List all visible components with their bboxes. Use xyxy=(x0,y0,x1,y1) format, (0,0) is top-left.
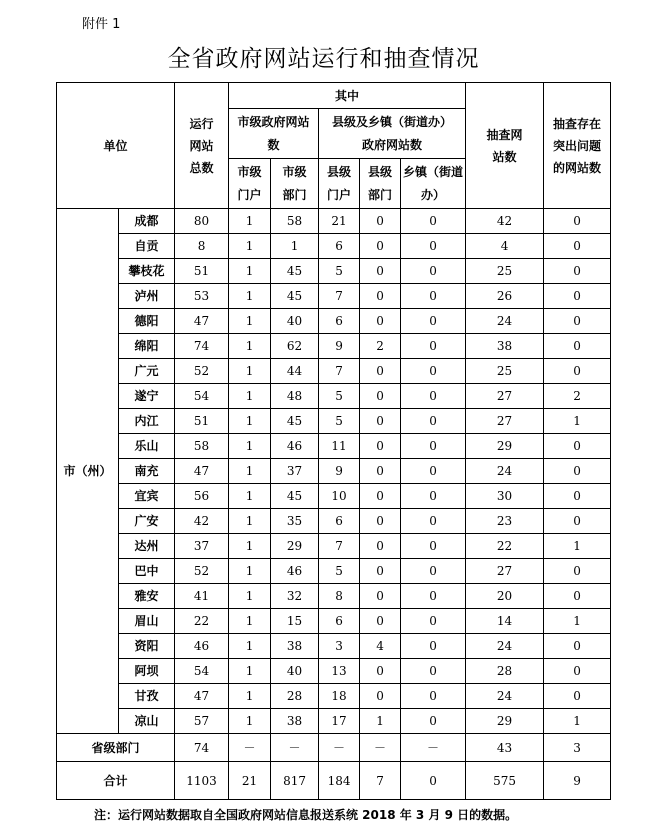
cell-county-dept: 0 xyxy=(360,209,401,234)
cell-town: 0 xyxy=(401,284,466,309)
cell-county-portal: 9 xyxy=(319,459,360,484)
attachment-label: 附件 1 xyxy=(82,17,121,32)
table-row xyxy=(57,434,611,459)
cell-problem: 0 xyxy=(544,309,611,334)
cell-county-dept: 0 xyxy=(360,434,401,459)
header-problem: 抽查存在突出问题的网站数 xyxy=(544,83,611,209)
cell-city-dept: 1 xyxy=(271,234,319,259)
cell-total: 51 xyxy=(175,409,229,434)
cell-sampled: 29 xyxy=(466,709,544,734)
city-name: 攀枝花 xyxy=(119,259,175,284)
cell-county-dept: 0 xyxy=(360,609,401,634)
cell-city-portal: 1 xyxy=(229,534,271,559)
city-name: 雅安 xyxy=(119,584,175,609)
cell-town: 0 xyxy=(401,762,466,800)
cell-sampled: 27 xyxy=(466,384,544,409)
cell-city-dept: 29 xyxy=(271,534,319,559)
cell-city-dept: 45 xyxy=(271,259,319,284)
cell-total: 22 xyxy=(175,609,229,634)
table-row xyxy=(57,509,611,534)
cell-sampled: 30 xyxy=(466,484,544,509)
cell-problem: 3 xyxy=(544,734,611,762)
cell-total: 54 xyxy=(175,384,229,409)
cell-problem: 0 xyxy=(544,259,611,284)
page-title: 全省政府网站运行和抽查情况 xyxy=(167,46,480,72)
cell-city-dept: 48 xyxy=(271,384,319,409)
cell-total: 53 xyxy=(175,284,229,309)
cell-problem: 0 xyxy=(544,559,611,584)
city-name: 南充 xyxy=(119,459,175,484)
cell-city-dept: 58 xyxy=(271,209,319,234)
cell-total: 42 xyxy=(175,509,229,534)
cell-town: 0 xyxy=(401,434,466,459)
cell-county-portal: 17 xyxy=(319,709,360,734)
table-row xyxy=(57,234,611,259)
cell-city-dept: 817 xyxy=(271,762,319,800)
cell-county-portal: 6 xyxy=(319,234,360,259)
cell-sampled: 22 xyxy=(466,534,544,559)
cell-city-portal: 1 xyxy=(229,259,271,284)
cell-city-portal: 1 xyxy=(229,609,271,634)
cell-town: 0 xyxy=(401,459,466,484)
cell-town: 0 xyxy=(401,309,466,334)
table-row xyxy=(57,709,611,734)
table-row xyxy=(57,659,611,684)
cell-county-portal: 10 xyxy=(319,484,360,509)
cell-county-dept: 0 xyxy=(360,309,401,334)
table-row xyxy=(57,484,611,509)
city-name: 巴中 xyxy=(119,559,175,584)
provincial-row xyxy=(57,734,611,762)
cell-county-portal: 7 xyxy=(319,284,360,309)
cell-county-dept: 0 xyxy=(360,384,401,409)
city-name: 成都 xyxy=(119,209,175,234)
cell-city-portal: 1 xyxy=(229,384,271,409)
cell-city-dept: 45 xyxy=(271,284,319,309)
cell-total: 52 xyxy=(175,559,229,584)
header-total-running: 运行网站总数 xyxy=(175,83,229,209)
city-name: 内江 xyxy=(119,409,175,434)
cell-total: 74 xyxy=(175,734,229,762)
cell-county-portal: 8 xyxy=(319,584,360,609)
cell-city-dept: 46 xyxy=(271,434,319,459)
cell-problem: 1 xyxy=(544,609,611,634)
cell-problem: 0 xyxy=(544,634,611,659)
cell-county-dept: 7 xyxy=(360,762,401,800)
cell-city-portal: 1 xyxy=(229,659,271,684)
cell-total: 47 xyxy=(175,684,229,709)
city-name: 泸州 xyxy=(119,284,175,309)
cell-city-portal: 1 xyxy=(229,234,271,259)
cell-total: 37 xyxy=(175,534,229,559)
cell-county-dept: 0 xyxy=(360,659,401,684)
cell-town: 0 xyxy=(401,559,466,584)
cell-county-dept: 0 xyxy=(360,459,401,484)
city-name: 宜宾 xyxy=(119,484,175,509)
header-unit: 单位 xyxy=(57,83,175,209)
cell-city-portal: － xyxy=(229,734,271,762)
cell-county-portal: 7 xyxy=(319,359,360,384)
cell-sampled: 27 xyxy=(466,409,544,434)
cell-city-portal: 1 xyxy=(229,684,271,709)
city-name: 乐山 xyxy=(119,434,175,459)
cell-sampled: 14 xyxy=(466,609,544,634)
cell-city-dept: 35 xyxy=(271,509,319,534)
group-label: 市（州） xyxy=(57,209,119,734)
table-row xyxy=(57,409,611,434)
cell-sampled: 42 xyxy=(466,209,544,234)
cell-county-dept: 0 xyxy=(360,234,401,259)
table-row xyxy=(57,309,611,334)
city-name: 眉山 xyxy=(119,609,175,634)
cell-problem: 2 xyxy=(544,384,611,409)
cell-city-portal: 1 xyxy=(229,459,271,484)
cell-county-portal: 3 xyxy=(319,634,360,659)
header-town: 乡镇（街道办） xyxy=(401,159,466,209)
cell-problem: 9 xyxy=(544,762,611,800)
header-city-portal: 市级门户 xyxy=(229,159,271,209)
cell-sampled: 43 xyxy=(466,734,544,762)
cell-county-dept: 0 xyxy=(360,359,401,384)
cell-problem: 0 xyxy=(544,459,611,484)
header-county-portal: 县级门户 xyxy=(319,159,360,209)
cell-town: 0 xyxy=(401,359,466,384)
table-row xyxy=(57,284,611,309)
city-name: 德阳 xyxy=(119,309,175,334)
cell-total: 52 xyxy=(175,359,229,384)
cell-problem: 1 xyxy=(544,534,611,559)
cell-city-dept: 45 xyxy=(271,484,319,509)
cell-total: 1103 xyxy=(175,762,229,800)
cell-county-portal: 5 xyxy=(319,559,360,584)
cell-sampled: 25 xyxy=(466,259,544,284)
cell-county-dept: 1 xyxy=(360,709,401,734)
cell-city-dept: 15 xyxy=(271,609,319,634)
cell-city-dept: 40 xyxy=(271,309,319,334)
table-row xyxy=(57,584,611,609)
header-county-dept: 县级部门 xyxy=(360,159,401,209)
city-name: 甘孜 xyxy=(119,684,175,709)
cell-county-portal: 18 xyxy=(319,684,360,709)
cell-city-dept: 38 xyxy=(271,709,319,734)
cell-city-dept: 38 xyxy=(271,634,319,659)
cell-county-portal: 184 xyxy=(319,762,360,800)
cell-town: 0 xyxy=(401,409,466,434)
cell-city-portal: 1 xyxy=(229,284,271,309)
cell-total: 56 xyxy=(175,484,229,509)
cell-town: 0 xyxy=(401,334,466,359)
table-row xyxy=(57,634,611,659)
cell-sampled: 38 xyxy=(466,334,544,359)
cell-county-portal: 6 xyxy=(319,609,360,634)
table-row xyxy=(57,209,611,234)
cell-county-portal: 21 xyxy=(319,209,360,234)
total-row-label: 合计 xyxy=(57,762,175,800)
cell-county-dept: 0 xyxy=(360,409,401,434)
table-row xyxy=(57,359,611,384)
city-name: 广安 xyxy=(119,509,175,534)
footnote: 注：运行网站数据取自全国政府网站信息报送系统 2018 年 3 月 9 日的数据。 xyxy=(94,808,518,822)
cell-sampled: 24 xyxy=(466,309,544,334)
cell-sampled: 24 xyxy=(466,634,544,659)
cell-total: 57 xyxy=(175,709,229,734)
header-city-dept: 市级部门 xyxy=(271,159,319,209)
cell-town: 0 xyxy=(401,534,466,559)
cell-county-portal: 13 xyxy=(319,659,360,684)
cell-city-dept: 44 xyxy=(271,359,319,384)
city-name: 遂宁 xyxy=(119,384,175,409)
cell-sampled: 4 xyxy=(466,234,544,259)
table-row xyxy=(57,334,611,359)
cell-town: 0 xyxy=(401,384,466,409)
table-row xyxy=(57,534,611,559)
cell-problem: 0 xyxy=(544,584,611,609)
website-stats-table xyxy=(56,82,611,800)
cell-total: 51 xyxy=(175,259,229,284)
cell-total: 54 xyxy=(175,659,229,684)
city-name: 广元 xyxy=(119,359,175,384)
cell-county-dept: 0 xyxy=(360,484,401,509)
table-row xyxy=(57,559,611,584)
cell-sampled: 28 xyxy=(466,659,544,684)
header-of-which: 其中 xyxy=(229,83,466,109)
cell-city-portal: 1 xyxy=(229,509,271,534)
cell-sampled: 29 xyxy=(466,434,544,459)
cell-total: 47 xyxy=(175,459,229,484)
cell-city-portal: 1 xyxy=(229,359,271,384)
cell-total: 41 xyxy=(175,584,229,609)
cell-total: 74 xyxy=(175,334,229,359)
cell-county-dept: － xyxy=(360,734,401,762)
cell-town: 0 xyxy=(401,634,466,659)
cell-problem: 0 xyxy=(544,234,611,259)
cell-town: － xyxy=(401,734,466,762)
table-row xyxy=(57,609,611,634)
cell-problem: 0 xyxy=(544,334,611,359)
cell-town: 0 xyxy=(401,234,466,259)
cell-city-portal: 1 xyxy=(229,209,271,234)
cell-sampled: 25 xyxy=(466,359,544,384)
cell-city-dept: 28 xyxy=(271,684,319,709)
total-row xyxy=(57,762,611,800)
cell-problem: 0 xyxy=(544,359,611,384)
cell-problem: 1 xyxy=(544,709,611,734)
cell-problem: 0 xyxy=(544,284,611,309)
city-name: 绵阳 xyxy=(119,334,175,359)
cell-town: 0 xyxy=(401,659,466,684)
cell-county-dept: 0 xyxy=(360,284,401,309)
cell-county-dept: 0 xyxy=(360,684,401,709)
header-county-town-sites: 县级及乡镇（街道办）政府网站数 xyxy=(319,109,466,159)
cell-total: 8 xyxy=(175,234,229,259)
table-row xyxy=(57,459,611,484)
cell-county-portal: 5 xyxy=(319,384,360,409)
cell-city-portal: 1 xyxy=(229,484,271,509)
cell-problem: 0 xyxy=(544,209,611,234)
cell-county-portal: 5 xyxy=(319,409,360,434)
cell-county-portal: 6 xyxy=(319,309,360,334)
cell-county-dept: 0 xyxy=(360,534,401,559)
cell-city-portal: 1 xyxy=(229,584,271,609)
cell-sampled: 23 xyxy=(466,509,544,534)
cell-sampled: 24 xyxy=(466,684,544,709)
cell-county-dept: 4 xyxy=(360,634,401,659)
table-row xyxy=(57,259,611,284)
cell-problem: 0 xyxy=(544,434,611,459)
cell-city-portal: 1 xyxy=(229,434,271,459)
cell-city-dept: 62 xyxy=(271,334,319,359)
cell-problem: 1 xyxy=(544,409,611,434)
table-row xyxy=(57,384,611,409)
cell-town: 0 xyxy=(401,709,466,734)
cell-sampled: 26 xyxy=(466,284,544,309)
city-name: 阿坝 xyxy=(119,659,175,684)
cell-problem: 0 xyxy=(544,659,611,684)
header-sampled: 抽查网站数 xyxy=(466,83,544,209)
cell-sampled: 24 xyxy=(466,459,544,484)
cell-county-dept: 0 xyxy=(360,584,401,609)
provincial-row-label: 省级部门 xyxy=(57,734,175,762)
cell-city-portal: 21 xyxy=(229,762,271,800)
cell-city-dept: 45 xyxy=(271,409,319,434)
cell-city-portal: 1 xyxy=(229,309,271,334)
city-name: 凉山 xyxy=(119,709,175,734)
cell-town: 0 xyxy=(401,259,466,284)
cell-city-portal: 1 xyxy=(229,709,271,734)
cell-city-dept: 37 xyxy=(271,459,319,484)
cell-county-portal: 5 xyxy=(319,259,360,284)
cell-city-dept: － xyxy=(271,734,319,762)
cell-county-portal: 9 xyxy=(319,334,360,359)
cell-problem: 0 xyxy=(544,484,611,509)
cell-county-dept: 0 xyxy=(360,559,401,584)
cell-county-portal: － xyxy=(319,734,360,762)
cell-county-dept: 0 xyxy=(360,259,401,284)
cell-county-portal: 7 xyxy=(319,534,360,559)
city-name: 自贡 xyxy=(119,234,175,259)
cell-problem: 0 xyxy=(544,509,611,534)
cell-county-portal: 11 xyxy=(319,434,360,459)
cell-total: 80 xyxy=(175,209,229,234)
cell-city-portal: 1 xyxy=(229,634,271,659)
cell-town: 0 xyxy=(401,684,466,709)
cell-sampled: 575 xyxy=(466,762,544,800)
cell-county-portal: 6 xyxy=(319,509,360,534)
table-row xyxy=(57,684,611,709)
cell-problem: 0 xyxy=(544,684,611,709)
cell-total: 46 xyxy=(175,634,229,659)
city-name: 达州 xyxy=(119,534,175,559)
cell-county-dept: 0 xyxy=(360,509,401,534)
cell-city-dept: 40 xyxy=(271,659,319,684)
cell-county-dept: 2 xyxy=(360,334,401,359)
cell-town: 0 xyxy=(401,484,466,509)
cell-town: 0 xyxy=(401,609,466,634)
header-city-gov-sites: 市级政府网站数 xyxy=(229,109,319,159)
city-name: 资阳 xyxy=(119,634,175,659)
cell-total: 58 xyxy=(175,434,229,459)
cell-city-portal: 1 xyxy=(229,559,271,584)
cell-city-dept: 32 xyxy=(271,584,319,609)
cell-sampled: 20 xyxy=(466,584,544,609)
cell-city-portal: 1 xyxy=(229,334,271,359)
cell-city-portal: 1 xyxy=(229,409,271,434)
cell-city-dept: 46 xyxy=(271,559,319,584)
cell-town: 0 xyxy=(401,509,466,534)
cell-total: 47 xyxy=(175,309,229,334)
cell-sampled: 27 xyxy=(466,559,544,584)
cell-town: 0 xyxy=(401,584,466,609)
cell-town: 0 xyxy=(401,209,466,234)
